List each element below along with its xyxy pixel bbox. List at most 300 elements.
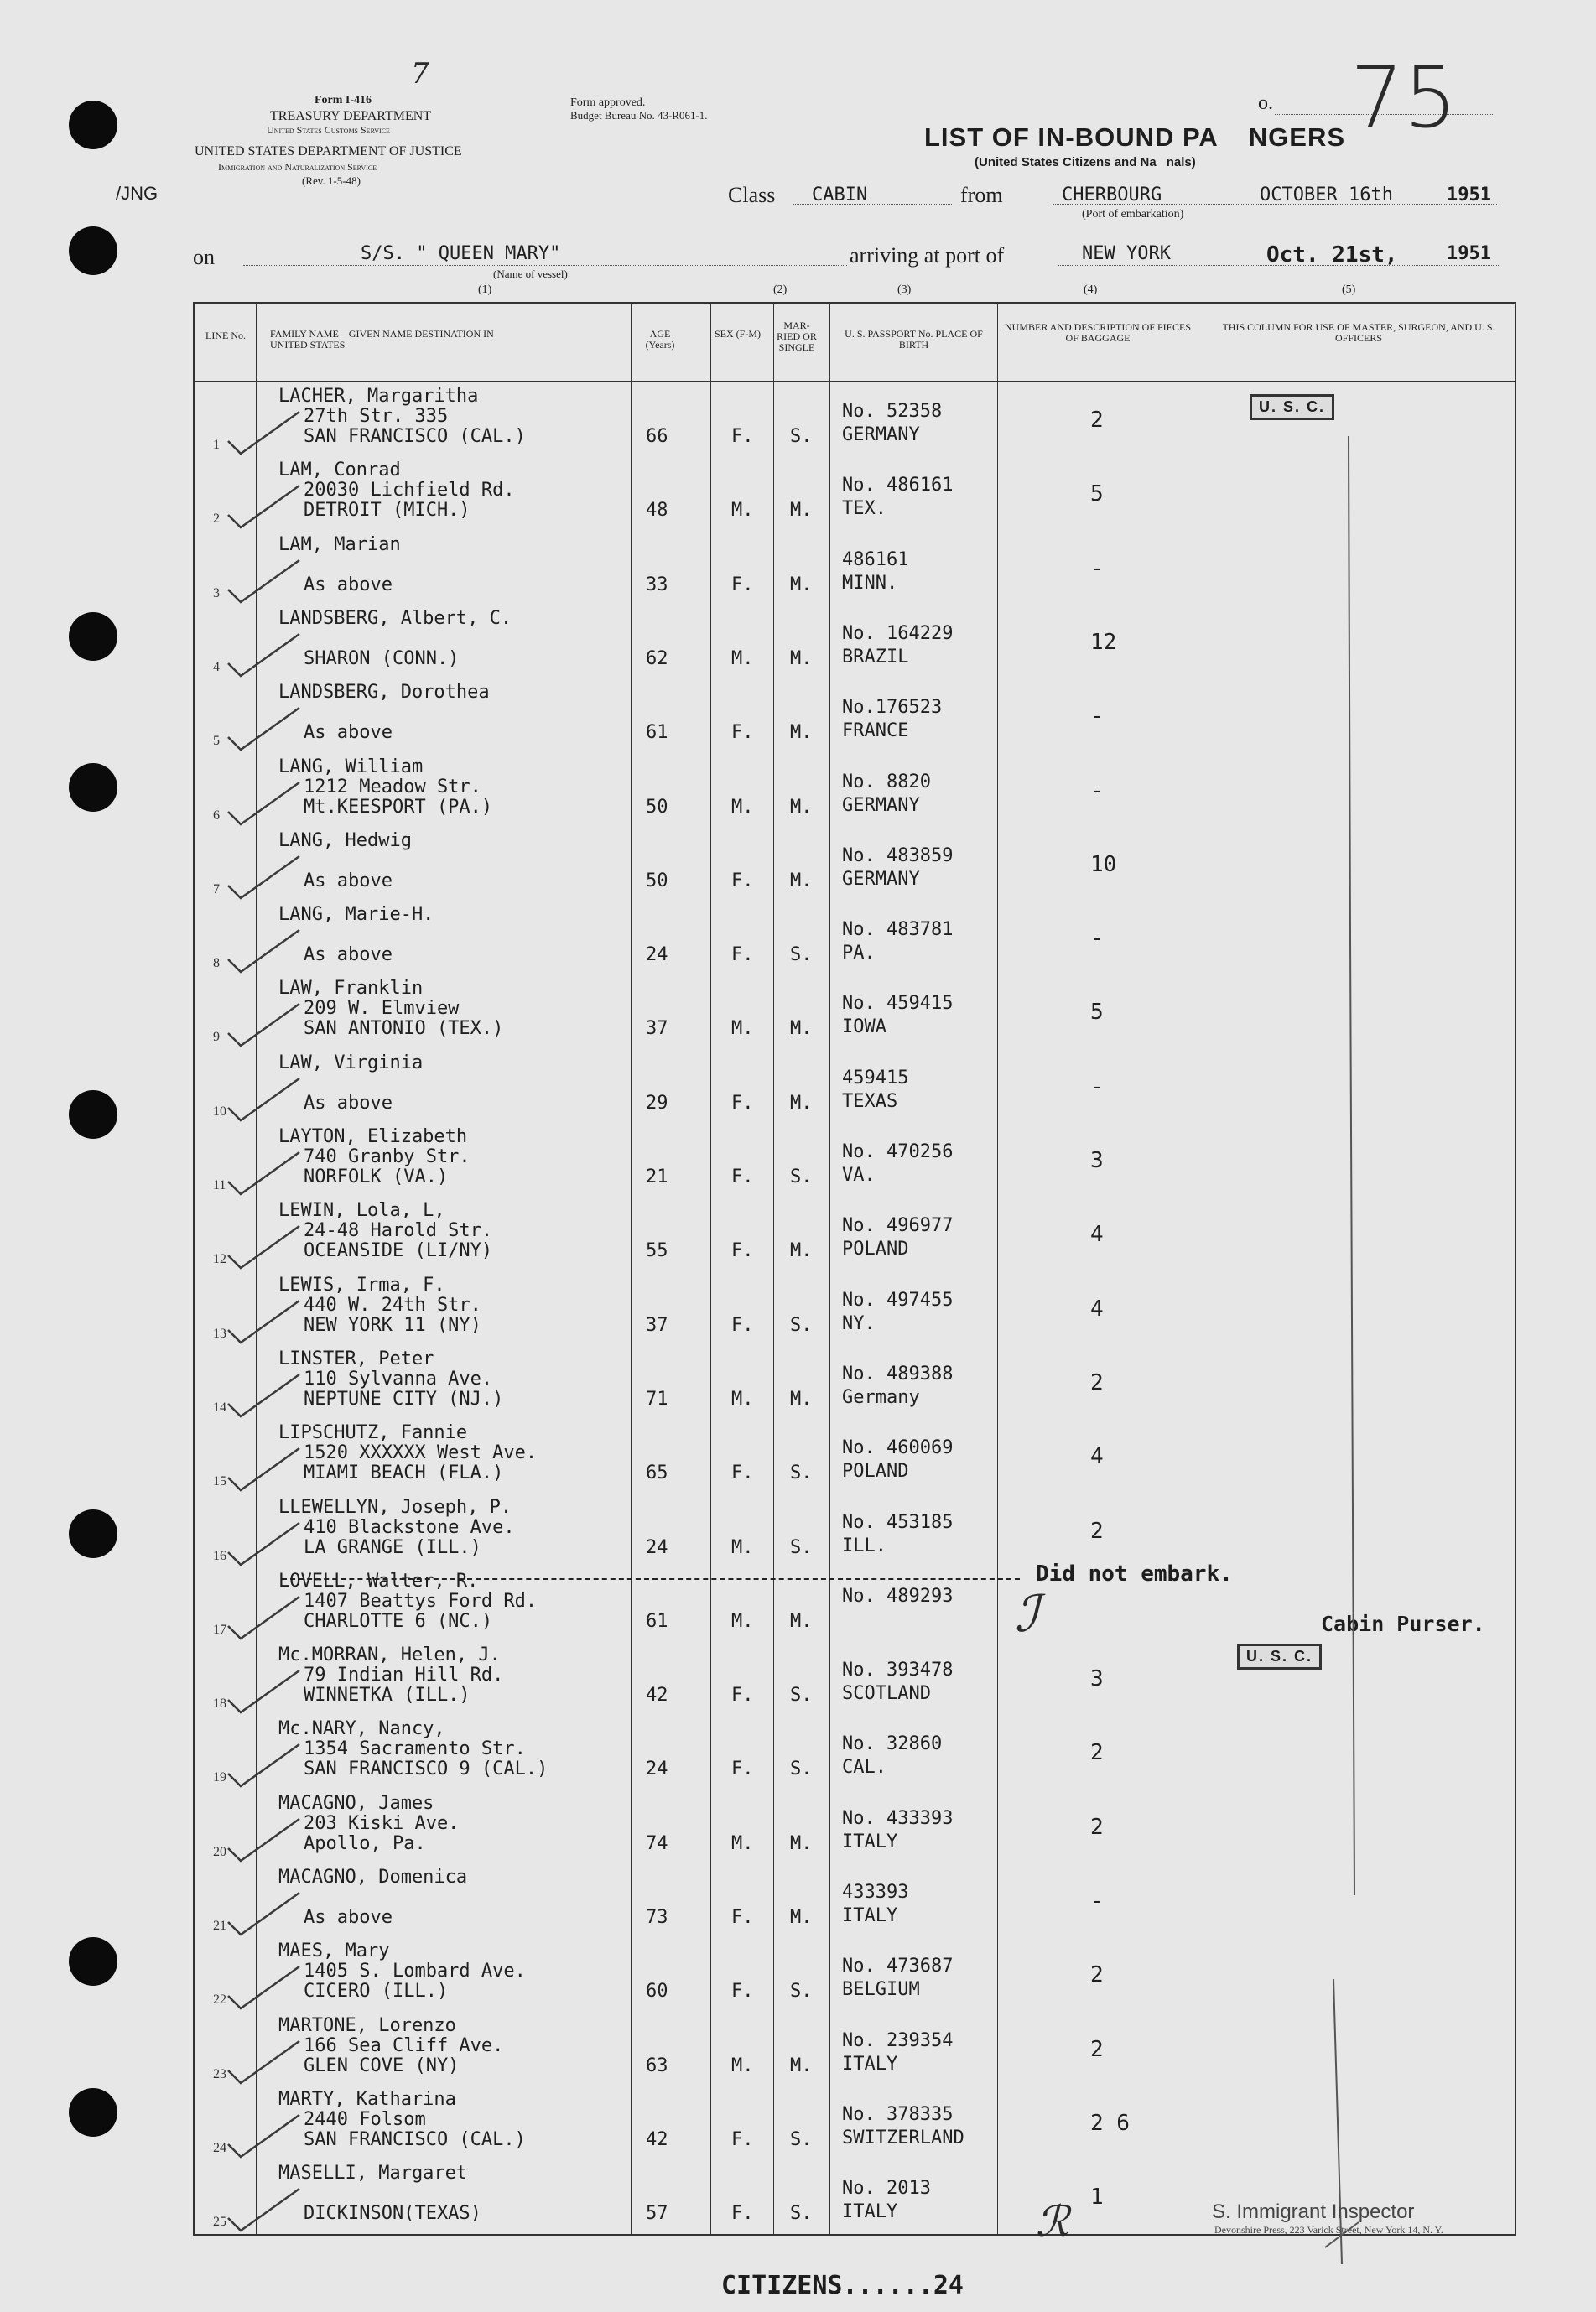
passenger-name: LIPSCHUTZ, Fannie xyxy=(278,1422,468,1444)
marital-status: M. xyxy=(790,796,813,818)
sex-value: F. xyxy=(731,870,754,891)
page-number: 75 xyxy=(1350,49,1458,147)
marital-status: S. xyxy=(790,1536,813,1558)
birth-place: CAL. xyxy=(842,1757,886,1779)
passenger-name: LAW, Franklin xyxy=(278,978,424,1000)
baggage-count: 4 xyxy=(1090,1296,1104,1322)
passport-number: No. 8820 xyxy=(842,771,931,792)
passenger-destination: SAN ANTONIO (TEX.) xyxy=(304,1018,504,1040)
sex-value: F. xyxy=(731,1092,754,1114)
age-value: 73 xyxy=(646,1907,668,1928)
age-value: 24 xyxy=(646,1536,668,1558)
passenger-address: 1354 Sacramento Str. xyxy=(304,1738,526,1760)
passenger-destination: SHARON (CONN.) xyxy=(304,647,460,669)
clerk-initials: /JNG xyxy=(116,183,159,204)
baggage-count: 2 xyxy=(1090,1369,1104,1395)
passport-number: No. 239354 xyxy=(842,2029,954,2051)
line-number: 11 xyxy=(213,1178,226,1192)
check-mark-icon xyxy=(220,1444,312,1494)
column-number: (1) xyxy=(478,283,492,296)
passenger-destination: NEW YORK 11 (NY) xyxy=(304,1314,481,1336)
age-value: 62 xyxy=(646,647,668,669)
col-header-passport: U. S. PASSPORT No. PLACE OF BIRTH xyxy=(845,328,983,351)
sex-value: M. xyxy=(731,500,754,522)
sex-value: M. xyxy=(731,1832,754,1854)
baggage-count: 2 xyxy=(1090,408,1104,433)
printer-credit: Devonshire Press, 223 Varick Street, New York 14, N. Y. xyxy=(1214,2224,1443,2236)
check-mark-icon xyxy=(220,1074,312,1125)
line-number: 16 xyxy=(213,1548,226,1563)
marital-status: M. xyxy=(790,1610,813,1632)
justice-name: UNITED STATES DEPARTMENT OF JUSTICE xyxy=(195,144,462,158)
line-number: 14 xyxy=(213,1400,226,1415)
check-mark-icon xyxy=(220,1519,312,1569)
punch-hole xyxy=(69,101,117,149)
passport-number: No. 459415 xyxy=(842,993,954,1015)
arrival-year: 1951 xyxy=(1447,243,1491,264)
birth-place: MINN. xyxy=(842,572,898,594)
passport-number: No. 393478 xyxy=(842,1660,954,1681)
passport-number: No. 486161 xyxy=(842,475,954,496)
marital-status: S. xyxy=(790,1759,813,1780)
marital-status: M. xyxy=(790,1240,813,1262)
line-number: 15 xyxy=(213,1474,226,1489)
check-mark-icon xyxy=(220,926,312,976)
baggage-count: - xyxy=(1090,555,1104,581)
age-value: 71 xyxy=(646,1388,668,1410)
birth-place: Germany xyxy=(842,1386,920,1408)
list-title xyxy=(924,122,1345,153)
line-number: 22 xyxy=(213,1992,226,2008)
marital-status: S. xyxy=(790,426,813,447)
passenger-destination: As above xyxy=(304,1907,393,1928)
age-value: 61 xyxy=(646,722,668,744)
column-number: (4) xyxy=(1084,283,1098,296)
ins-name: Immigration and Naturalization Service xyxy=(218,161,377,173)
passenger-destination: Mt.KEESPORT (PA.) xyxy=(304,796,493,818)
marital-status: S. xyxy=(790,1166,813,1187)
passenger-destination: SAN FRANCISCO (CAL.) xyxy=(304,426,526,447)
baggage-count: 12 xyxy=(1090,629,1117,655)
line-number: 24 xyxy=(213,2140,226,2155)
check-mark-icon xyxy=(220,1962,312,2013)
check-mark-icon xyxy=(220,852,312,902)
sex-value: F. xyxy=(731,1907,754,1928)
customs-stamp: U. S. C. xyxy=(1237,1644,1322,1670)
baggage-count: - xyxy=(1090,704,1104,730)
marital-status: S. xyxy=(790,2203,813,2225)
passport-number: No. 460069 xyxy=(842,1437,954,1459)
col-header-officers: THIS COLUMN FOR USE OF MASTER, SURGEON, AND U. S. OFFICERS xyxy=(1222,321,1495,344)
punch-hole xyxy=(69,226,117,275)
passenger-name: LINSTER, Peter xyxy=(278,1348,434,1369)
marital-status: M. xyxy=(790,1018,813,1040)
sex-value: M. xyxy=(731,1018,754,1040)
passenger-destination: DETROIT (MICH.) xyxy=(304,500,470,522)
passenger-address: 110 Sylvanna Ave. xyxy=(304,1368,493,1390)
age-value: 42 xyxy=(646,1685,668,1707)
baggage-count: 2 xyxy=(1090,2036,1104,2062)
passenger-address: 27th Str. 335 xyxy=(304,406,449,427)
baggage-count: 10 xyxy=(1090,851,1117,877)
sex-value: M. xyxy=(731,1388,754,1410)
passenger-destination: As above xyxy=(304,944,393,966)
passenger-destination: SAN FRANCISCO (CAL.) xyxy=(304,2128,526,2150)
marital-status: M. xyxy=(790,870,813,891)
check-mark-icon xyxy=(220,1296,312,1347)
passport-number: No. 489293 xyxy=(842,1585,954,1607)
line-number: 12 xyxy=(213,1252,226,1267)
customs-stamp: U. S. C. xyxy=(1250,394,1334,420)
col-header-name: FAMILY NAME—GIVEN NAME DESTINATION IN UNITED STATES xyxy=(270,328,494,351)
marital-status: S. xyxy=(790,1463,813,1484)
revision: (Rev. 1-5-48) xyxy=(302,174,361,187)
baggage-count: 2 6 xyxy=(1090,2110,1130,2136)
dept-name: TREASURY DEPARTMENT xyxy=(270,109,432,123)
passenger-name: MACAGNO, James xyxy=(278,1792,434,1814)
line-number: 4 xyxy=(213,659,220,674)
birth-place: BRAZIL xyxy=(842,646,909,668)
line-number: 17 xyxy=(213,1622,226,1637)
birth-place: GERMANY xyxy=(842,794,920,816)
age-value: 42 xyxy=(646,2128,668,2150)
sex-value: F. xyxy=(731,1981,754,2003)
marital-status: S. xyxy=(790,1314,813,1336)
passenger-address: 203 Kiski Ave. xyxy=(304,1812,460,1834)
passenger-name: Mc.NARY, Nancy, xyxy=(278,1718,445,1740)
sex-value: F. xyxy=(731,944,754,966)
baggage-count: 1 xyxy=(1090,2185,1104,2211)
col-header-age: AGE (Years) xyxy=(645,328,675,351)
purser-signature: ℐ xyxy=(1015,1585,1039,1644)
line-number: 6 xyxy=(213,808,220,823)
passenger-destination: MIAMI BEACH (FLA.) xyxy=(304,1463,504,1484)
passenger-name: LANG, Hedwig xyxy=(278,829,412,851)
passenger-name: MACAGNO, Domenica xyxy=(278,1867,468,1888)
passport-number: No. 473687 xyxy=(842,1956,954,1977)
passenger-destination: OCEANSIDE (LI/NY) xyxy=(304,1240,493,1262)
header-divider xyxy=(195,381,1515,382)
baggage-count: - xyxy=(1090,1073,1104,1099)
line-number: 9 xyxy=(213,1030,220,1045)
marital-status: S. xyxy=(790,1685,813,1707)
handwritten-mark: 7 xyxy=(411,57,429,91)
check-mark-icon xyxy=(220,1222,312,1272)
birth-place: GERMANY xyxy=(842,868,920,890)
line-number: 5 xyxy=(213,734,220,749)
list-number-label: o. xyxy=(1258,92,1273,114)
check-mark-icon xyxy=(220,704,312,754)
marital-status: M. xyxy=(790,500,813,522)
list-subtitle xyxy=(975,155,1196,169)
passport-number: No.176523 xyxy=(842,697,943,719)
birth-place: ITALY xyxy=(842,2201,898,2223)
passenger-name: LOVELL, Walter, R. xyxy=(278,1570,479,1592)
passenger-address: 20030 Lichfield Rd. xyxy=(304,480,515,501)
check-mark-icon xyxy=(220,2111,312,2161)
col-header-sex: SEX (F-M) xyxy=(715,328,762,340)
passport-number: No. 470256 xyxy=(842,1141,954,1162)
inspector-signature: ℛ xyxy=(1036,2197,1069,2246)
passport-number: No. 496977 xyxy=(842,1215,954,1237)
punch-hole xyxy=(69,612,117,661)
passenger-address: 440 W. 24th Str. xyxy=(304,1294,481,1316)
age-value: 50 xyxy=(646,870,668,891)
passenger-name: Mc.MORRAN, Helen, J. xyxy=(278,1644,501,1666)
list-subtitle-part1: (United States Citizens and Na xyxy=(975,155,1157,169)
marital-status: M. xyxy=(790,2055,813,2076)
passport-number: No. 164229 xyxy=(842,622,954,644)
baggage-count: 2 xyxy=(1090,1518,1104,1544)
passenger-name: LEWIN, Lola, L, xyxy=(278,1200,445,1222)
class-value: CABIN xyxy=(812,184,868,205)
sex-value: M. xyxy=(731,647,754,669)
baggage-count: 5 xyxy=(1090,1000,1104,1026)
passport-number: No. 433393 xyxy=(842,1807,954,1829)
passenger-destination: As above xyxy=(304,722,393,744)
passenger-address: 410 Blackstone Ave. xyxy=(304,1516,515,1538)
age-value: 21 xyxy=(646,1166,668,1187)
passenger-address: 209 W. Elmview xyxy=(304,998,460,1020)
passenger-name: MASELLI, Margaret xyxy=(278,2163,468,2185)
check-mark-icon xyxy=(220,778,312,829)
sex-value: M. xyxy=(731,2055,754,2076)
passenger-name: LAM, Marian xyxy=(278,533,401,555)
embark-caption: (Port of embarkation) xyxy=(1082,208,1184,221)
strike-line xyxy=(282,1578,1020,1580)
birth-place: NY. xyxy=(842,1312,876,1334)
inspector-label: S. Immigrant Inspector xyxy=(1212,2200,1415,2223)
vessel-caption: (Name of vessel) xyxy=(493,268,568,280)
age-value: 37 xyxy=(646,1018,668,1040)
birth-place: POLAND xyxy=(842,1461,909,1483)
passenger-address: 740 Granby Str. xyxy=(304,1146,470,1167)
passenger-destination: WINNETKA (ILL.) xyxy=(304,1685,470,1707)
sex-value: M. xyxy=(731,796,754,818)
marital-status: M. xyxy=(790,647,813,669)
line-number: 8 xyxy=(213,956,220,971)
sex-value: F. xyxy=(731,574,754,595)
passport-number: No. 489388 xyxy=(842,1363,954,1385)
check-mark-icon xyxy=(220,1592,312,1643)
line-number: 23 xyxy=(213,2066,226,2081)
vessel-line xyxy=(243,265,847,266)
age-value: 50 xyxy=(646,796,668,818)
passport-number: No. 2013 xyxy=(842,2178,931,2200)
birth-place: SWITZERLAND xyxy=(842,2127,964,2148)
age-value: 33 xyxy=(646,574,668,595)
arrival-date: Oct. 21st, xyxy=(1266,242,1398,268)
marital-status: S. xyxy=(790,2128,813,2150)
passenger-destination: NEPTUNE CITY (NJ.) xyxy=(304,1388,504,1410)
passenger-name: LAM, Conrad xyxy=(278,460,401,481)
birth-place: ITALY xyxy=(842,2053,898,2075)
sex-value: F. xyxy=(731,1463,754,1484)
birth-place: ITALY xyxy=(842,1831,898,1852)
age-value: 55 xyxy=(646,1240,668,1262)
departure-date: OCTOBER 16th xyxy=(1260,184,1393,205)
sex-value: F. xyxy=(731,1240,754,1262)
passenger-name: LLEWELLYN, Joseph, P. xyxy=(278,1496,512,1518)
birth-place: VA. xyxy=(842,1165,876,1186)
marital-status: M. xyxy=(790,1388,813,1410)
passenger-name: LAW, Virginia xyxy=(278,1052,424,1073)
birth-place: POLAND xyxy=(842,1239,909,1260)
birth-place: FRANCE xyxy=(842,720,909,742)
baggage-count: 2 xyxy=(1090,1814,1104,1840)
passport-number: 459415 xyxy=(842,1067,909,1088)
passenger-destination: GLEN COVE (NY) xyxy=(304,2055,460,2076)
baggage-count: 2 xyxy=(1090,1740,1104,1766)
baggage-count: - xyxy=(1090,926,1104,952)
passenger-name: LANG, Marie-H. xyxy=(278,904,434,926)
check-mark-icon xyxy=(220,630,312,680)
age-value: 48 xyxy=(646,500,668,522)
passenger-address: 1407 Beattys Ford Rd. xyxy=(304,1590,538,1612)
passenger-destination: Apollo, Pa. xyxy=(304,1832,426,1854)
sex-value: F. xyxy=(731,722,754,744)
marital-status: M. xyxy=(790,722,813,744)
sex-value: F. xyxy=(731,1759,754,1780)
sex-value: F. xyxy=(731,2203,754,2225)
check-mark-icon xyxy=(220,1889,312,1939)
budget-bureau: Budget Bureau No. 43-R061-1. xyxy=(570,109,708,122)
customs-name: United States Customs Service xyxy=(267,124,390,136)
check-mark-icon xyxy=(220,1740,312,1790)
passport-number: No. 52358 xyxy=(842,401,943,422)
age-value: 74 xyxy=(646,1832,668,1854)
birth-place: ITALY xyxy=(842,1905,898,1926)
line-number: 18 xyxy=(213,1696,226,1712)
line-number: 1 xyxy=(213,438,220,452)
passenger-name: LANG, William xyxy=(278,756,424,777)
check-mark-icon xyxy=(220,408,312,458)
col-header-line: LINE No. xyxy=(205,330,246,341)
passport-number: No. 378335 xyxy=(842,2103,954,2125)
sex-value: F. xyxy=(731,426,754,447)
punch-hole xyxy=(69,1090,117,1139)
baggage-count: 2 xyxy=(1090,1962,1104,1988)
passenger-address: 1405 S. Lombard Ave. xyxy=(304,1961,526,1982)
age-value: 24 xyxy=(646,944,668,966)
check-mark-icon xyxy=(220,1000,312,1050)
col-header-baggage: NUMBER AND DESCRIPTION OF PIECES OF BAGGAGE xyxy=(1004,321,1192,344)
birth-place: TEX. xyxy=(842,498,886,520)
check-mark-icon xyxy=(220,2037,312,2087)
birth-place: TEXAS xyxy=(842,1090,898,1112)
passenger-destination: NORFOLK (VA.) xyxy=(304,1166,449,1187)
age-value: 63 xyxy=(646,2055,668,2076)
passport-number: No. 497455 xyxy=(842,1289,954,1311)
pencil-mark xyxy=(1258,419,1409,2264)
passport-number: 433393 xyxy=(842,1882,909,1903)
passenger-address: 1520 XXXXXX West Ave. xyxy=(304,1442,538,1464)
col-header-married: MAR-RIED OR SINGLE xyxy=(777,320,817,353)
list-title-part1: LIST OF IN-BOUND PA xyxy=(924,122,1219,152)
sex-value: F. xyxy=(731,2128,754,2150)
passenger-address: 1212 Meadow Str. xyxy=(304,776,481,798)
age-value: 57 xyxy=(646,2203,668,2225)
column-number: (3) xyxy=(897,283,912,296)
check-mark-icon xyxy=(220,481,312,532)
age-value: 66 xyxy=(646,426,668,447)
marital-status: M. xyxy=(790,1092,813,1114)
did-not-embark-note: Did not embark. xyxy=(1036,1561,1233,1587)
check-mark-icon xyxy=(220,2185,312,2235)
sex-value: F. xyxy=(731,1685,754,1707)
baggage-count: 4 xyxy=(1090,1222,1104,1248)
line-number: 3 xyxy=(213,585,220,600)
column-number: (2) xyxy=(773,283,788,296)
passport-number: No. 483781 xyxy=(842,919,954,941)
passport-number: No. 32860 xyxy=(842,1733,943,1755)
birth-place: GERMANY xyxy=(842,424,920,445)
on-label: on xyxy=(193,245,215,269)
birth-place: SCOTLAND xyxy=(842,1683,931,1705)
check-mark-icon xyxy=(220,556,312,606)
check-mark-icon xyxy=(220,1370,312,1421)
passport-number: No. 453185 xyxy=(842,1511,954,1533)
column-number: (5) xyxy=(1342,283,1356,296)
line-number: 19 xyxy=(213,1770,226,1785)
passenger-destination: As above xyxy=(304,574,393,595)
baggage-count: 4 xyxy=(1090,1444,1104,1470)
passenger-destination: CICERO (ILL.) xyxy=(304,1981,449,2003)
age-value: 65 xyxy=(646,1463,668,1484)
class-label: Class xyxy=(728,183,776,207)
sex-value: F. xyxy=(731,1166,754,1187)
baggage-count: 3 xyxy=(1090,1148,1104,1173)
birth-place: PA. xyxy=(842,943,876,964)
passenger-address: 79 Indian Hill Rd. xyxy=(304,1665,504,1686)
passenger-name: LANDSBERG, Dorothea xyxy=(278,682,490,704)
passenger-name: LEWIS, Irma, F. xyxy=(278,1274,445,1296)
marital-status: M. xyxy=(790,1907,813,1928)
punch-hole xyxy=(69,763,117,812)
age-value: 61 xyxy=(646,1610,668,1632)
check-mark-icon xyxy=(220,1148,312,1198)
passport-number: 486161 xyxy=(842,548,909,570)
line-number: 25 xyxy=(213,2215,226,2230)
birth-place: ILL. xyxy=(842,1535,886,1556)
passenger-destination: As above xyxy=(304,1092,393,1114)
sex-value: M. xyxy=(731,1610,754,1632)
departure-year: 1951 xyxy=(1447,184,1491,205)
line-number: 7 xyxy=(213,881,220,896)
line-number: 13 xyxy=(213,1326,226,1341)
passenger-name: LANDSBERG, Albert, C. xyxy=(278,607,512,629)
check-mark-icon xyxy=(220,1815,312,1865)
line-number: 21 xyxy=(213,1919,226,1933)
birth-place: BELGIUM xyxy=(842,1979,920,2001)
marital-status: M. xyxy=(790,574,813,595)
line-number: 10 xyxy=(213,1104,226,1119)
cabin-purser-note: Cabin Purser. xyxy=(1321,1612,1485,1636)
birth-place: IOWA xyxy=(842,1016,886,1038)
passenger-name: MAES, Mary xyxy=(278,1941,390,1962)
form-approved: Form approved. xyxy=(570,96,646,109)
age-value: 60 xyxy=(646,1981,668,2003)
marital-status: S. xyxy=(790,944,813,966)
from-value: CHERBOURG xyxy=(1062,184,1162,205)
passenger-name: LAYTON, Elizabeth xyxy=(278,1126,468,1147)
age-value: 37 xyxy=(646,1314,668,1336)
line-number: 20 xyxy=(213,1844,226,1859)
age-value: 29 xyxy=(646,1092,668,1114)
citizens-total: CITIZENS......24 xyxy=(721,2271,964,2300)
passenger-destination: LA GRANGE (ILL.) xyxy=(304,1536,481,1558)
passenger-destination: SAN FRANCISCO 9 (CAL.) xyxy=(304,1759,548,1780)
